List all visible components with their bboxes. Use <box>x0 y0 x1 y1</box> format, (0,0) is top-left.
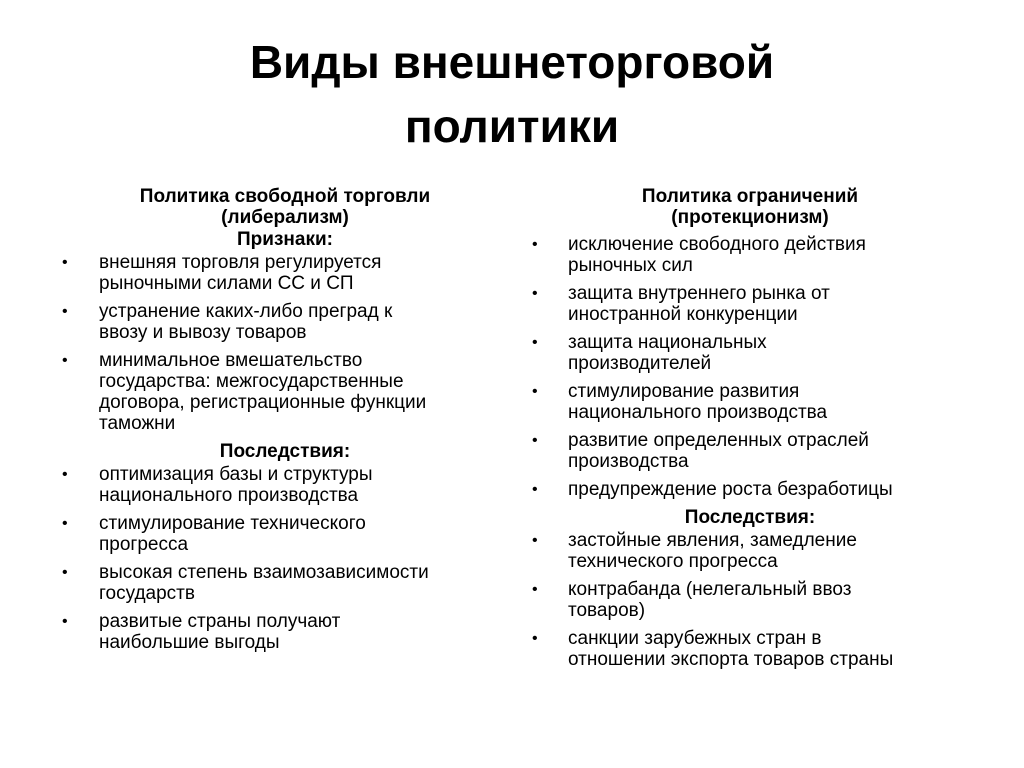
list-item-line: ввозу и вывозу товаров <box>99 322 307 343</box>
protectionism-signs-list <box>530 234 980 500</box>
list-item-line: застойные явления, замедление <box>568 530 857 551</box>
list-item <box>60 301 520 343</box>
liberalism-consequences-heading: Последствия: <box>219 441 351 462</box>
protectionism-heading <box>530 186 970 228</box>
list-item-line: национального производства <box>99 485 359 506</box>
list-item <box>530 579 980 621</box>
list-item <box>60 252 520 294</box>
list-item-line: устранение каких-либо преград к <box>99 301 393 322</box>
list-item-line: стимулирование технического <box>99 513 366 534</box>
bullet-icon: • <box>532 432 538 449</box>
list-item <box>530 530 980 572</box>
slide-title-line-1: Виды внешнеторговой <box>249 36 775 88</box>
bullet-icon: • <box>62 613 68 630</box>
list-item <box>530 430 980 472</box>
liberalism-heading-line-1: Политика свободной торговли <box>139 186 431 207</box>
list-item-line: рыночных сил <box>568 255 693 276</box>
list-item-line: защита внутреннего рынка от <box>568 283 830 304</box>
list-item-line: наибольшие выгоды <box>99 632 280 653</box>
list-item-line: государств <box>99 583 195 604</box>
list-item-line: развитие определенных отраслей <box>568 430 869 451</box>
bullet-icon: • <box>532 383 538 400</box>
list-item <box>60 562 520 604</box>
bullet-icon: • <box>532 532 538 549</box>
list-item-line: таможни <box>99 413 176 434</box>
protectionism-heading-line-2: (протекционизм) <box>671 207 829 228</box>
list-item-line: прогресса <box>99 534 189 555</box>
bullet-icon: • <box>62 466 68 483</box>
liberalism-heading <box>60 186 510 228</box>
bullet-icon: • <box>62 352 68 369</box>
list-item-line: иностранной конкуренции <box>568 304 798 325</box>
liberalism-signs-heading: Признаки: <box>237 229 333 250</box>
list-item <box>60 350 520 434</box>
liberalism-heading-line-2: (либерализм) <box>221 207 349 228</box>
list-item <box>530 479 980 500</box>
list-item <box>530 234 980 276</box>
liberalism-column <box>60 186 520 660</box>
list-item-line: национального производства <box>568 402 828 423</box>
list-item <box>530 381 980 423</box>
list-item <box>530 332 980 374</box>
slide-title <box>0 30 1024 158</box>
protectionism-consequences-list <box>530 530 980 670</box>
bullet-icon: • <box>532 581 538 598</box>
list-item-line: государства: межгосударственные <box>99 371 404 392</box>
list-item <box>60 464 520 506</box>
list-item <box>60 513 520 555</box>
list-item-line: предупреждение роста безработицы <box>568 479 893 500</box>
list-item-line: договора, регистрационные функции <box>99 392 427 413</box>
bullet-icon: • <box>62 515 68 532</box>
bullet-icon: • <box>532 236 538 253</box>
list-item-line: внешняя торговля регулируется <box>99 252 382 273</box>
list-item-line: производства <box>568 451 689 472</box>
list-item <box>530 283 980 325</box>
bullet-icon: • <box>532 285 538 302</box>
bullet-icon: • <box>532 334 538 351</box>
list-item-line: высокая степень взаимозависимости <box>99 562 429 583</box>
list-item-line: технического прогресса <box>568 551 778 572</box>
liberalism-consequences-list <box>60 464 520 653</box>
list-item-line: минимальное вмешательство <box>99 350 363 371</box>
list-item-line: отношении экспорта товаров страны <box>568 649 894 670</box>
protectionism-heading-line-1: Политика ограничений <box>641 186 859 207</box>
list-item <box>530 628 980 670</box>
protectionism-column <box>530 186 980 677</box>
bullet-icon: • <box>62 564 68 581</box>
slide-title-line-2: политики <box>404 100 620 152</box>
list-item-line: стимулирование развития <box>568 381 800 402</box>
list-item-line: исключение свободного действия <box>568 234 866 255</box>
list-item-line: производителей <box>568 353 712 374</box>
bullet-icon: • <box>62 254 68 271</box>
list-item-line: санкции зарубежных стран в <box>568 628 822 649</box>
bullet-icon: • <box>532 481 538 498</box>
list-item-line: рыночными силами СС и СП <box>99 273 354 294</box>
list-item-line: защита национальных <box>568 332 767 353</box>
list-item-line: контрабанда (нелегальный ввоз <box>568 579 852 600</box>
list-item <box>60 611 520 653</box>
bullet-icon: • <box>62 303 68 320</box>
bullet-icon: • <box>532 630 538 647</box>
liberalism-signs-list <box>60 252 520 434</box>
list-item-line: оптимизация базы и структуры <box>99 464 373 485</box>
protectionism-consequences-heading: Последствия: <box>684 507 816 528</box>
list-item-line: товаров) <box>568 600 646 621</box>
list-item-line: развитые страны получают <box>99 611 341 632</box>
